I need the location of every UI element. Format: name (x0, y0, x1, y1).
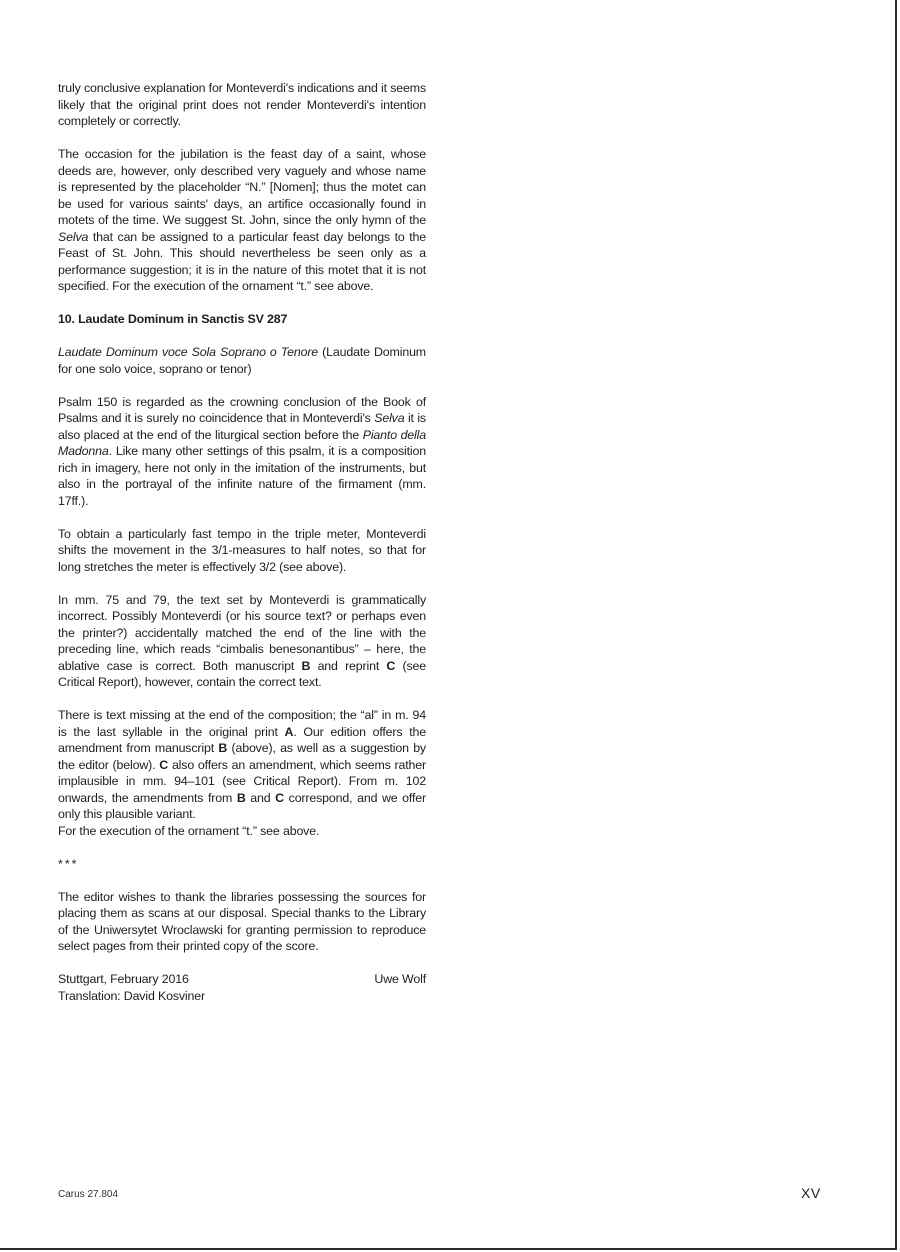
source-siglum: A (284, 724, 294, 739)
text-run: The occasion for the jubilation is the feast day of a saint, whose deeds are, however, only described very vaguely and whose name is represented by the placeholder “N.” [Nomen]; thus the motet can be used for various saints' days, an artifice occasionally found in motets of the time. We suggest St. John, since the only hymn of the (58, 147, 426, 227)
section-divider-stars: *** (58, 856, 79, 871)
page-number: XV (801, 1185, 821, 1201)
text-run-italic: Pianto della Madonna (58, 427, 426, 458)
text-run: . Our edition offers the amendment from manuscript (58, 724, 426, 755)
place-date: Stuttgart, February 2016 (58, 972, 189, 986)
paragraph-conclusion: truly conclusive explanation for Monteverdi's indications and it seems likely that the original print does not render Monteverdi's intention completely or correctly. (58, 81, 426, 128)
text-run: Psalm 150 is regarded as the crowning conclusion of the Book of Psalms and it is surely no coincidence that in Monteverdi's (58, 394, 426, 425)
section-heading: 10. Laudate Dominum in Sanctis SV 287 (58, 312, 288, 326)
text-run-italic: Selva (58, 229, 89, 244)
text-run: it is also placed at the end of the liturgical section before the (58, 411, 426, 442)
paragraph-missing-text (58, 707, 426, 839)
paragraph-grammar (58, 592, 426, 691)
paragraph-psalm (58, 394, 426, 510)
text-run: (see Critical Report), however, contain the correct text. (58, 658, 427, 689)
text-run: that can be assigned to a particular feast day belongs to the Feast of St. John. This should nevertheless be seen only as a performance suggestion; it is in the nature of this motet that it is not specified. For the execution of the ornament “t.” see above. (58, 229, 426, 293)
paragraph-tempo: To obtain a particularly fast tempo in the triple meter, Monteverdi shifts the movement in the 3/1-measures to half notes, so that for long stretches the meter is effectively 3/2 (see above). (58, 526, 426, 574)
source-siglum: C (386, 658, 396, 673)
paragraph-acknowledgements: The editor wishes to thank the libraries possessing the sources for placing them as scans at our disposal. Special thanks to the Library of the Uniwersytet Wroclawski for granting permission to reproduce select pages from their printed copy of the score. (58, 889, 426, 953)
author-name: Uwe Wolf (374, 972, 426, 986)
text-run: and (245, 790, 276, 805)
signature-line (58, 971, 426, 988)
source-siglum: C (275, 790, 284, 805)
section-subtitle (58, 344, 426, 377)
source-siglum: B (218, 741, 228, 755)
text-run: correspond, and we offer only this plausible variant. (58, 790, 426, 821)
text-run: . Like many other settings of this psalm, it is a composition rich in imagery, here not only in the imitation of the instruments, but also in the portrayal of the infinite nature of the firmament (mm. 17ff.). (58, 444, 426, 508)
text-run: and reprint (310, 658, 387, 673)
source-siglum: B (301, 658, 311, 673)
page-edge-right (895, 0, 897, 1250)
paragraph-jubilation (58, 146, 426, 295)
catalog-number: Carus 27.804 (58, 1189, 119, 1200)
text-run-italic: Selva (374, 411, 405, 425)
text-run: For the execution of the ornament “t.” see above. (58, 823, 320, 838)
translation-credit: Translation: David Kosviner (58, 988, 205, 1003)
text-run: There is text missing at the end of the composition; the “al” in m. 94 is the last syllable in the original print (58, 708, 426, 739)
text-run: (Laudate Dominum for one solo voice, soprano or tenor) (58, 345, 426, 376)
source-siglum: B (236, 790, 246, 805)
text-run: also offers an amendment, which seems rather implausible in mm. 94–101 (see Critical Report). From m. 102 onwards, the amendments from (58, 757, 426, 805)
text-run: In mm. 75 and 79, the text set by Monteverdi is grammatically incorrect. Possibly Monteverdi (or his source text? or perhaps even the printer?) accidentally matched the end of the line with the preceding line, which reads “cimbalis benesonantibus” – here, the ablative case is correct. Both manuscript (58, 592, 426, 673)
page-edge-bottom (0, 1248, 897, 1250)
text-run-italic: Laudate Dominum voce Sola Soprano o Tenore (58, 345, 319, 359)
text-run: (above), as well as a suggestion by the editor (below). (58, 741, 426, 772)
text-column (58, 80, 426, 1021)
source-siglum: C (159, 757, 169, 772)
